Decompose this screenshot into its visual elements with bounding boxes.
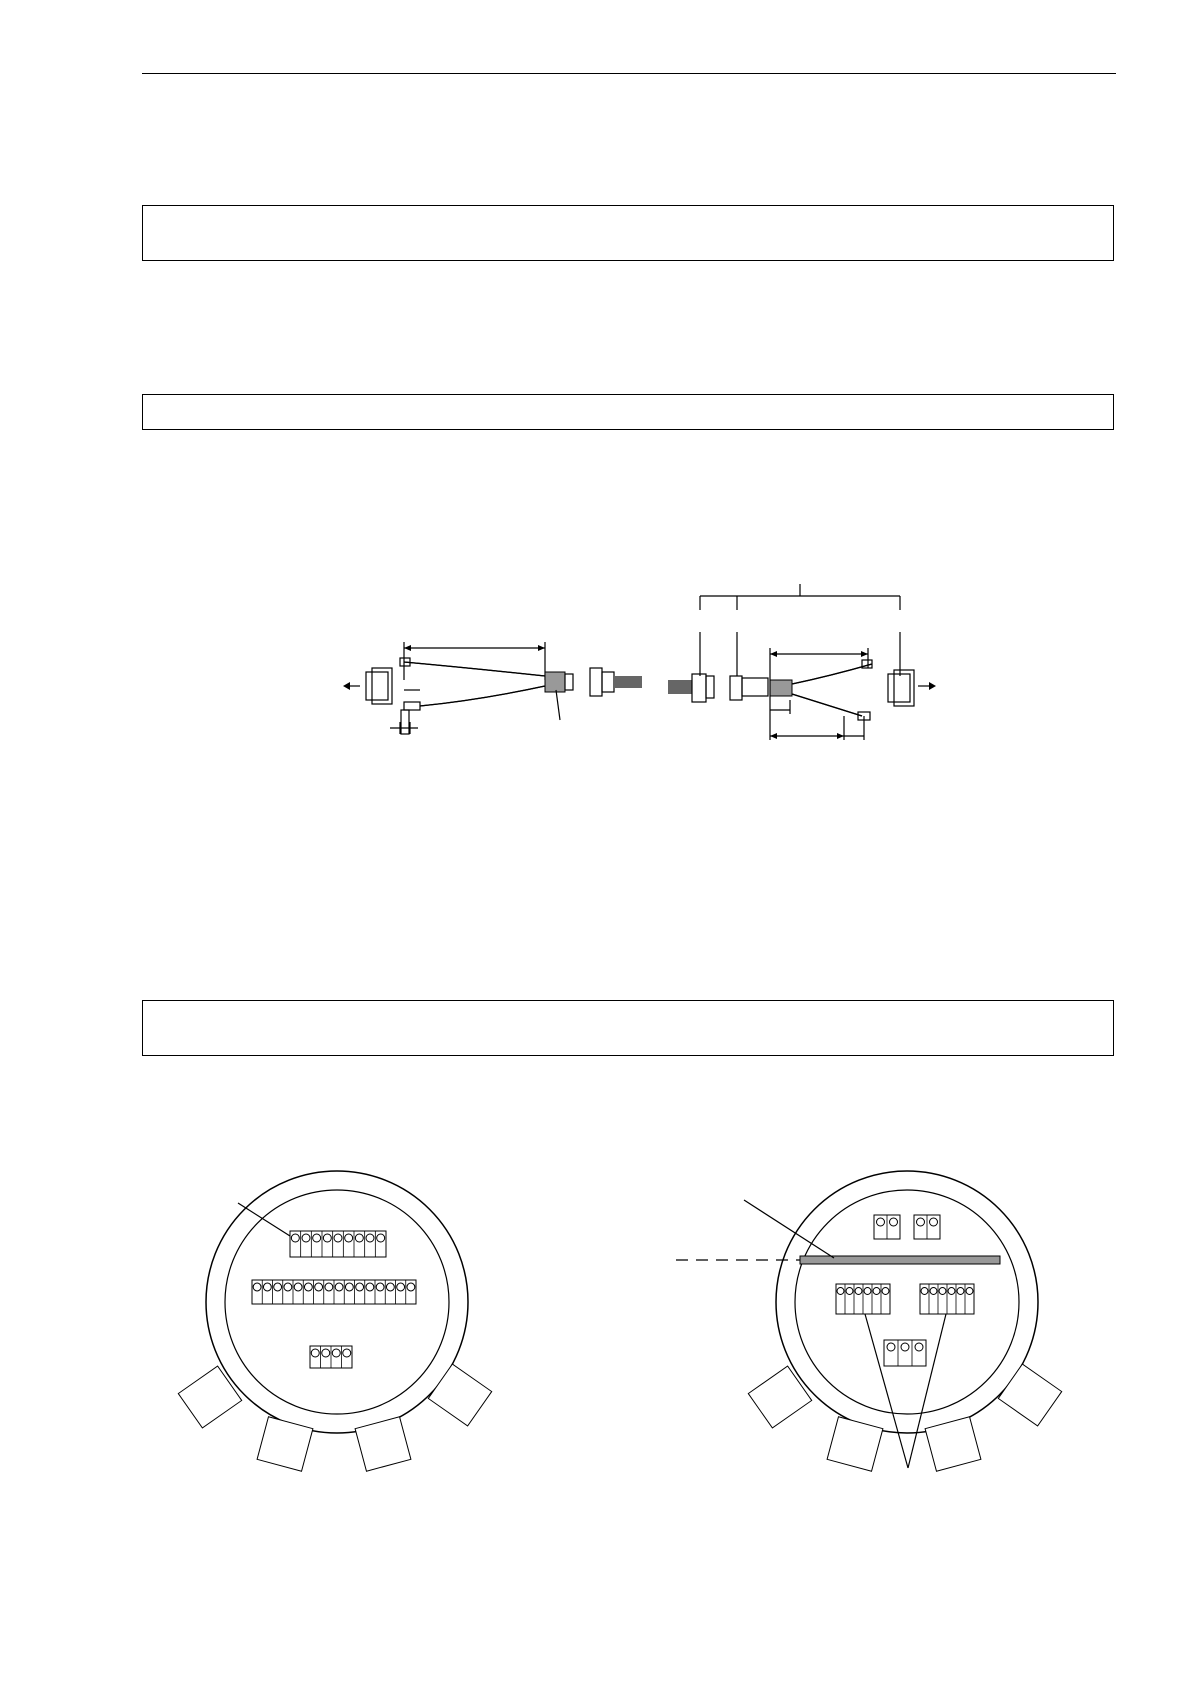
terminal-screw xyxy=(377,1234,385,1242)
terminal-screw xyxy=(332,1349,340,1357)
terminal-screw xyxy=(877,1218,885,1226)
terminal-screw xyxy=(291,1234,299,1242)
terminal-screw xyxy=(253,1283,261,1291)
right-gland-icon xyxy=(668,674,792,702)
terminal-screw xyxy=(323,1234,331,1242)
terminal-screw xyxy=(302,1234,310,1242)
terminal-screw xyxy=(855,1288,862,1295)
terminal-screw xyxy=(366,1283,374,1291)
terminal-screw xyxy=(274,1283,282,1291)
cable-gland-icon xyxy=(748,1364,1061,1471)
terminal-screw xyxy=(890,1218,898,1226)
right-dimensions xyxy=(770,648,868,740)
terminal-screw xyxy=(334,1234,342,1242)
terminal-screw xyxy=(386,1283,394,1291)
terminal-screw xyxy=(966,1288,973,1295)
terminal-screw xyxy=(882,1288,889,1295)
terminal-screw xyxy=(930,1218,938,1226)
terminal-block-bottom xyxy=(310,1346,352,1368)
right-cap-icon xyxy=(888,670,936,706)
terminal-screw xyxy=(915,1343,923,1351)
terminal-block-small-1 xyxy=(874,1215,900,1239)
terminal-screw xyxy=(325,1283,333,1291)
terminal-screw xyxy=(335,1283,343,1291)
terminal-block-left xyxy=(836,1284,890,1314)
terminal-screw xyxy=(376,1283,384,1291)
terminal-screw xyxy=(313,1234,321,1242)
terminal-block-top xyxy=(290,1231,386,1257)
terminal-screw xyxy=(366,1234,374,1242)
terminal-screw xyxy=(345,1283,353,1291)
terminal-screw xyxy=(356,1283,364,1291)
right-bracket xyxy=(700,584,900,676)
terminal-screw xyxy=(917,1218,925,1226)
terminal-screw xyxy=(343,1349,351,1357)
terminal-screw xyxy=(263,1283,271,1291)
terminal-screw xyxy=(887,1343,895,1351)
terminal-screw xyxy=(901,1343,909,1351)
cable-gland-icon xyxy=(178,1364,491,1471)
left-dimension-top xyxy=(404,642,545,680)
terminal-block-small-2 xyxy=(914,1215,940,1239)
terminal-screw xyxy=(304,1283,312,1291)
terminal-screw xyxy=(294,1283,302,1291)
note-box-2 xyxy=(142,394,1114,430)
right-housing xyxy=(676,1171,1062,1471)
terminal-screw xyxy=(407,1283,415,1291)
terminal-screw xyxy=(837,1288,844,1295)
left-gland-icon xyxy=(545,668,642,720)
left-cap-icon xyxy=(343,668,392,704)
terminal-screw xyxy=(948,1288,955,1295)
left-wires xyxy=(390,658,545,734)
note-box-1 xyxy=(142,205,1114,261)
terminal-screw xyxy=(930,1288,937,1295)
terminal-block-bottom xyxy=(884,1340,926,1366)
note-box-3 xyxy=(142,1000,1114,1056)
terminal-screw xyxy=(921,1288,928,1295)
terminal-screw xyxy=(397,1283,405,1291)
terminal-screw xyxy=(846,1288,853,1295)
terminal-screw xyxy=(315,1283,323,1291)
separator-plate xyxy=(800,1256,1000,1264)
terminal-screw xyxy=(873,1288,880,1295)
terminal-screw xyxy=(311,1349,319,1357)
terminal-screw xyxy=(284,1283,292,1291)
terminal-screw xyxy=(864,1288,871,1295)
terminal-screw xyxy=(957,1288,964,1295)
terminal-screw xyxy=(355,1234,363,1242)
terminal-block-right xyxy=(920,1284,974,1314)
terminal-screw xyxy=(939,1288,946,1295)
terminal-block-middle xyxy=(252,1280,416,1304)
left-housing xyxy=(178,1171,491,1471)
right-wires xyxy=(792,660,872,720)
terminal-screw xyxy=(322,1349,330,1357)
header-rule xyxy=(142,73,1116,74)
terminal-screw xyxy=(345,1234,353,1242)
